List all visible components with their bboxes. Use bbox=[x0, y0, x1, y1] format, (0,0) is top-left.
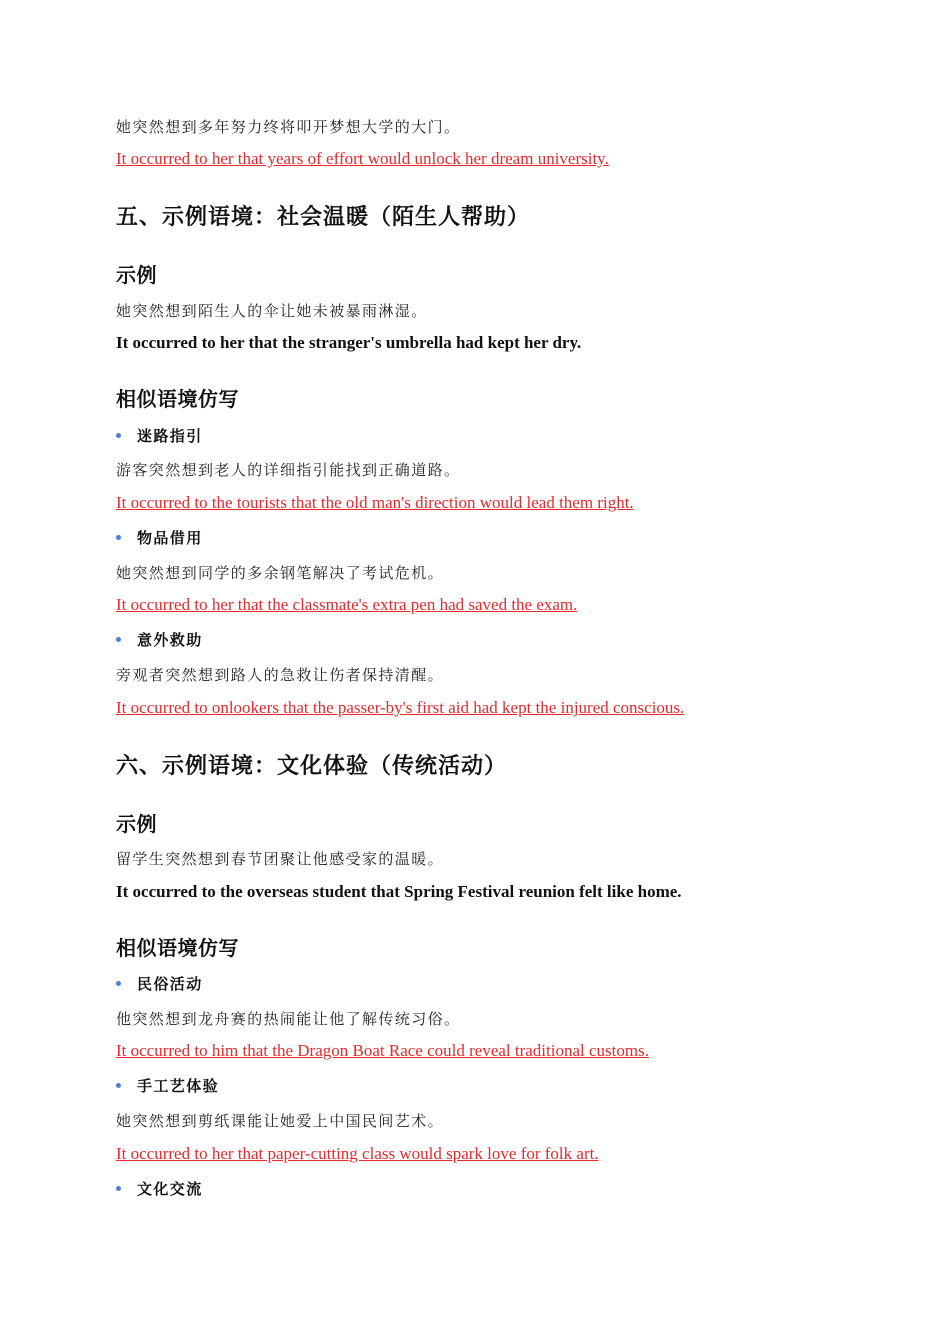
section5-item-1-chinese: 游客突然想到老人的详细指引能找到正确道路。 bbox=[116, 461, 461, 479]
section5-item-1-english: It occurred to the tourists that the old man's direction would lead them right. bbox=[116, 493, 634, 512]
section6-title: 六、示例语境：文化体验（传统活动） bbox=[116, 753, 508, 779]
section6-example-english: It occurred to the overseas student that Spring Festival reunion felt like home. bbox=[116, 882, 682, 901]
section5-example-english: It occurred to her that the stranger's umbrella had kept her dry. bbox=[116, 333, 582, 352]
bullet-dot-icon bbox=[116, 1083, 121, 1088]
section6-similar-heading: 相似语境仿写 bbox=[116, 936, 239, 960]
section5-similar-heading: 相似语境仿写 bbox=[116, 387, 239, 411]
intro-chinese-sentence: 她突然想到多年努力终将叩开梦想大学的大门。 bbox=[116, 118, 461, 136]
section5-item-3-label: 意外救助 bbox=[116, 629, 203, 650]
section5-item-3-chinese: 旁观者突然想到路人的急救让伤者保持清醒。 bbox=[116, 666, 445, 684]
section6-item-2-label: 手工艺体验 bbox=[116, 1075, 219, 1096]
bullet-dot-icon bbox=[116, 637, 121, 642]
section5-example-chinese: 她突然想到陌生人的伞让她未被暴雨淋湿。 bbox=[116, 302, 428, 320]
bullet-dot-icon bbox=[116, 1186, 121, 1191]
section6-item-2-chinese: 她突然想到剪纸课能让她爱上中国民间艺术。 bbox=[116, 1112, 445, 1130]
section5-title: 五、示例语境：社会温暖（陌生人帮助） bbox=[116, 204, 531, 230]
section6-item-2-english: It occurred to her that paper-cutting class would spark love for folk art. bbox=[116, 1144, 599, 1163]
section5-example-heading: 示例 bbox=[116, 263, 157, 287]
section5-item-2-label: 物品借用 bbox=[116, 527, 203, 548]
section5-item-2-english: It occurred to her that the classmate's extra pen had saved the exam. bbox=[116, 595, 578, 614]
section6-example-chinese: 留学生突然想到春节团聚让他感受家的温暖。 bbox=[116, 850, 445, 868]
bullet-dot-icon bbox=[116, 981, 121, 986]
bullet-dot-icon bbox=[116, 535, 121, 540]
bullet-dot-icon bbox=[116, 433, 121, 438]
section5-item-3-english: It occurred to onlookers that the passer-by's first aid had kept the injured conscious. bbox=[116, 698, 685, 717]
section6-item-1-chinese: 他突然想到龙舟赛的热闹能让他了解传统习俗。 bbox=[116, 1010, 461, 1028]
section5-item-1-label: 迷路指引 bbox=[116, 425, 203, 446]
section6-item-1-english: It occurred to him that the Dragon Boat Race could reveal traditional customs. bbox=[116, 1041, 649, 1060]
section5-item-2-chinese: 她突然想到同学的多余钢笔解决了考试危机。 bbox=[116, 564, 445, 582]
intro-english-sentence: It occurred to her that years of effort would unlock her dream university. bbox=[116, 149, 609, 168]
section6-item-1-label: 民俗活动 bbox=[116, 973, 203, 994]
section6-item-3-label: 文化交流 bbox=[116, 1178, 203, 1199]
section6-example-heading: 示例 bbox=[116, 812, 157, 836]
